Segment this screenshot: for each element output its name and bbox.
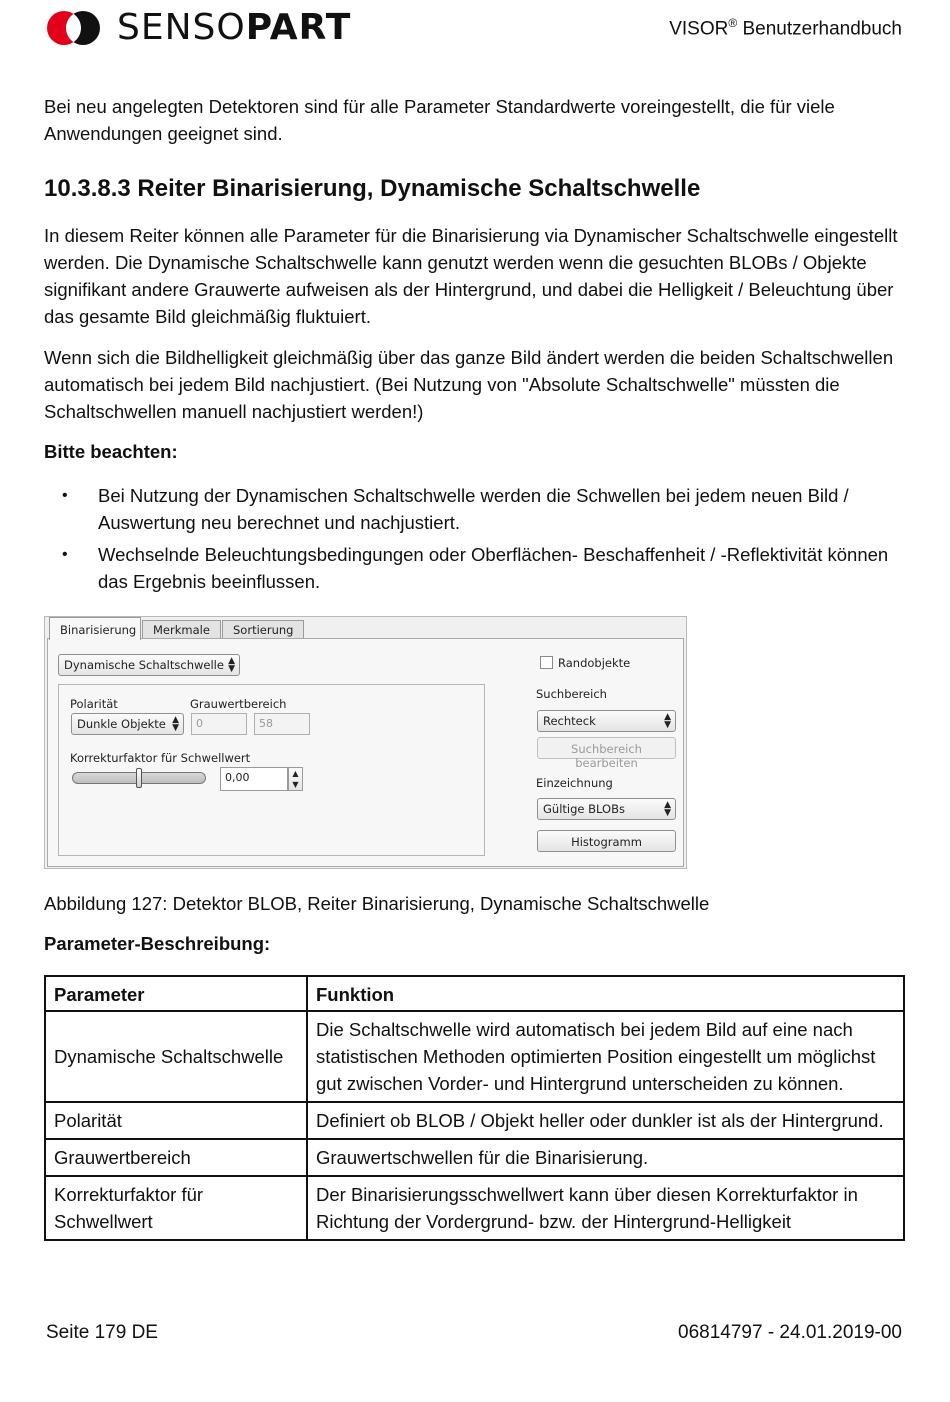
paragraph-1: In diesem Reiter können alle Parameter für die Binarisierung via Dynamischer Schaltschwelle eingestellt werden. Die Dynamische Schaltschwelle kann genutzt werden wenn die gesuchten BLOBs / Objekte signifikant andere Grauwerte aufweisen als der Hintergrund, und dabei die Helligkeit / Beleuchtung über das gesamte Bild gleichmäßig fluktuiert. bbox=[44, 225, 898, 327]
list-item: • Bei Nutzung der Dynamischen Schaltschwelle werden die Schwellen bei jedem neuen Bild / Auswertung neu berechnet und nachjustiert. bbox=[44, 482, 910, 536]
updown-arrow-icon: ▲ ▼ bbox=[228, 656, 235, 674]
logo-circles-icon bbox=[45, 9, 103, 47]
gray-range-label: Grauwertbereich bbox=[190, 697, 287, 711]
table-cell-function: Grauwertschwellen für die Binarisierung. bbox=[307, 1139, 904, 1176]
parameter-table bbox=[44, 975, 905, 1241]
updown-arrow-icon: ▲ ▼ bbox=[664, 712, 671, 730]
edge-objects-checkbox[interactable] bbox=[540, 656, 553, 669]
gray-max-field[interactable]: 58 bbox=[254, 713, 310, 735]
polarity-select[interactable]: Dunkle Objekte ▲ ▼ bbox=[71, 713, 184, 735]
table-cell-function: Der Binarisierungsschwellwert kann über diesen Korrekturfaktor in Richtung der Vordergrund- bzw. der Hintergrund-Helligkeit bbox=[307, 1176, 904, 1240]
parameter-group bbox=[58, 684, 485, 856]
table-row bbox=[45, 1176, 904, 1240]
table-cell-parameter: Dynamische Schaltschwelle bbox=[45, 1011, 307, 1102]
table-header-funktion: Funktion bbox=[307, 976, 904, 1011]
search-area-select[interactable]: Rechteck ▲ ▼ bbox=[537, 710, 676, 732]
figure-caption: Abbildung 127: Detektor BLOB, Reiter Binarisierung, Dynamische Schaltschwelle bbox=[44, 893, 710, 914]
slider-handle[interactable] bbox=[136, 768, 142, 788]
table-cell-function: Die Schaltschwelle wird automatisch bei jedem Bild auf eine nach statistischen Methoden optimierten Position eingestellt um möglichst gut zwischen Vorder- und Hintergrund unterscheiden zu können. bbox=[307, 1011, 904, 1102]
table-header-row bbox=[45, 976, 904, 1011]
note-heading: Bitte beachten: bbox=[44, 441, 178, 462]
correction-slider[interactable] bbox=[72, 772, 206, 784]
document-title: VISOR® Benutzerhandbuch bbox=[669, 16, 902, 40]
logo-wordmark: SENSOPART bbox=[117, 7, 352, 48]
table-cell-parameter: Grauwertbereich bbox=[45, 1139, 307, 1176]
correction-factor-label: Korrekturfaktor für Schwellwert bbox=[70, 751, 251, 765]
document-number: 06814797 - 24.01.2019-00 bbox=[678, 1322, 902, 1343]
list-item: • Wechselnde Beleuchtungsbedingungen oder Oberflächen- Beschaffenheit / -Reflektivität können das Ergebnis beeinflussen. bbox=[44, 541, 910, 595]
table-row bbox=[45, 1102, 904, 1139]
table-cell-parameter: Polarität bbox=[45, 1102, 307, 1139]
updown-arrow-icon: ▲ ▼ bbox=[172, 715, 179, 733]
gray-min-field[interactable]: 0 bbox=[191, 713, 247, 735]
tab-binarisierung[interactable]: Binarisierung bbox=[49, 617, 141, 640]
tab-panel bbox=[47, 638, 684, 867]
sensopart-logo bbox=[45, 8, 351, 48]
table-cell-function: Definiert ob BLOB / Objekt heller oder dunkler ist als der Hintergrund. bbox=[307, 1102, 904, 1139]
table-header-parameter: Parameter bbox=[45, 976, 307, 1011]
section-heading: 10.3.8.3 Reiter Binarisierung, Dynamische Schaltschwelle bbox=[44, 175, 701, 202]
drawing-label: Einzeichnung bbox=[536, 776, 613, 790]
polarity-label: Polarität bbox=[70, 697, 118, 711]
histogram-button[interactable]: Histogramm bbox=[537, 830, 676, 852]
intro-paragraph: Bei neu angelegten Detektoren sind für alle Parameter Standardwerte voreingestellt, die für viele Anwendungen geeignet sind. bbox=[44, 96, 835, 144]
updown-arrow-icon: ▲ ▼ bbox=[664, 800, 671, 818]
parameter-heading: Parameter-Beschreibung: bbox=[44, 933, 271, 954]
table-row bbox=[45, 1011, 904, 1102]
drawing-select[interactable]: Gültige BLOBs ▲ ▼ bbox=[537, 798, 676, 820]
edit-search-area-button[interactable]: Suchbereich bearbeiten bbox=[537, 737, 676, 759]
threshold-mode-select[interactable]: Dynamische Schaltschwelle ▲ ▼ bbox=[58, 654, 240, 676]
page-number: Seite 179 DE bbox=[46, 1322, 158, 1343]
correction-spinner[interactable]: ▲ ▼ bbox=[288, 767, 303, 791]
edge-objects-label: Randobjekte bbox=[558, 656, 631, 670]
tab-sortierung[interactable]: Sortierung bbox=[222, 620, 304, 639]
binarization-dialog-screenshot bbox=[44, 616, 687, 869]
note-list bbox=[44, 482, 910, 600]
search-area-label: Suchbereich bbox=[536, 687, 607, 701]
paragraph-2: Wenn sich die Bildhelligkeit gleichmäßig über das ganze Bild ändert werden die beiden Schaltschwellen automatisch bei jedem Bild nachjustiert. (Bei Nutzung von "Absolute Schaltschwelle" müssten die Schaltschwellen manuell nachjustiert werden!) bbox=[44, 347, 894, 422]
tab-merkmale[interactable]: Merkmale bbox=[142, 620, 221, 639]
table-cell-parameter: Korrekturfaktor für Schwellwert bbox=[45, 1176, 307, 1240]
correction-value-field[interactable]: 0,00 bbox=[220, 767, 288, 791]
table-row bbox=[45, 1139, 904, 1176]
